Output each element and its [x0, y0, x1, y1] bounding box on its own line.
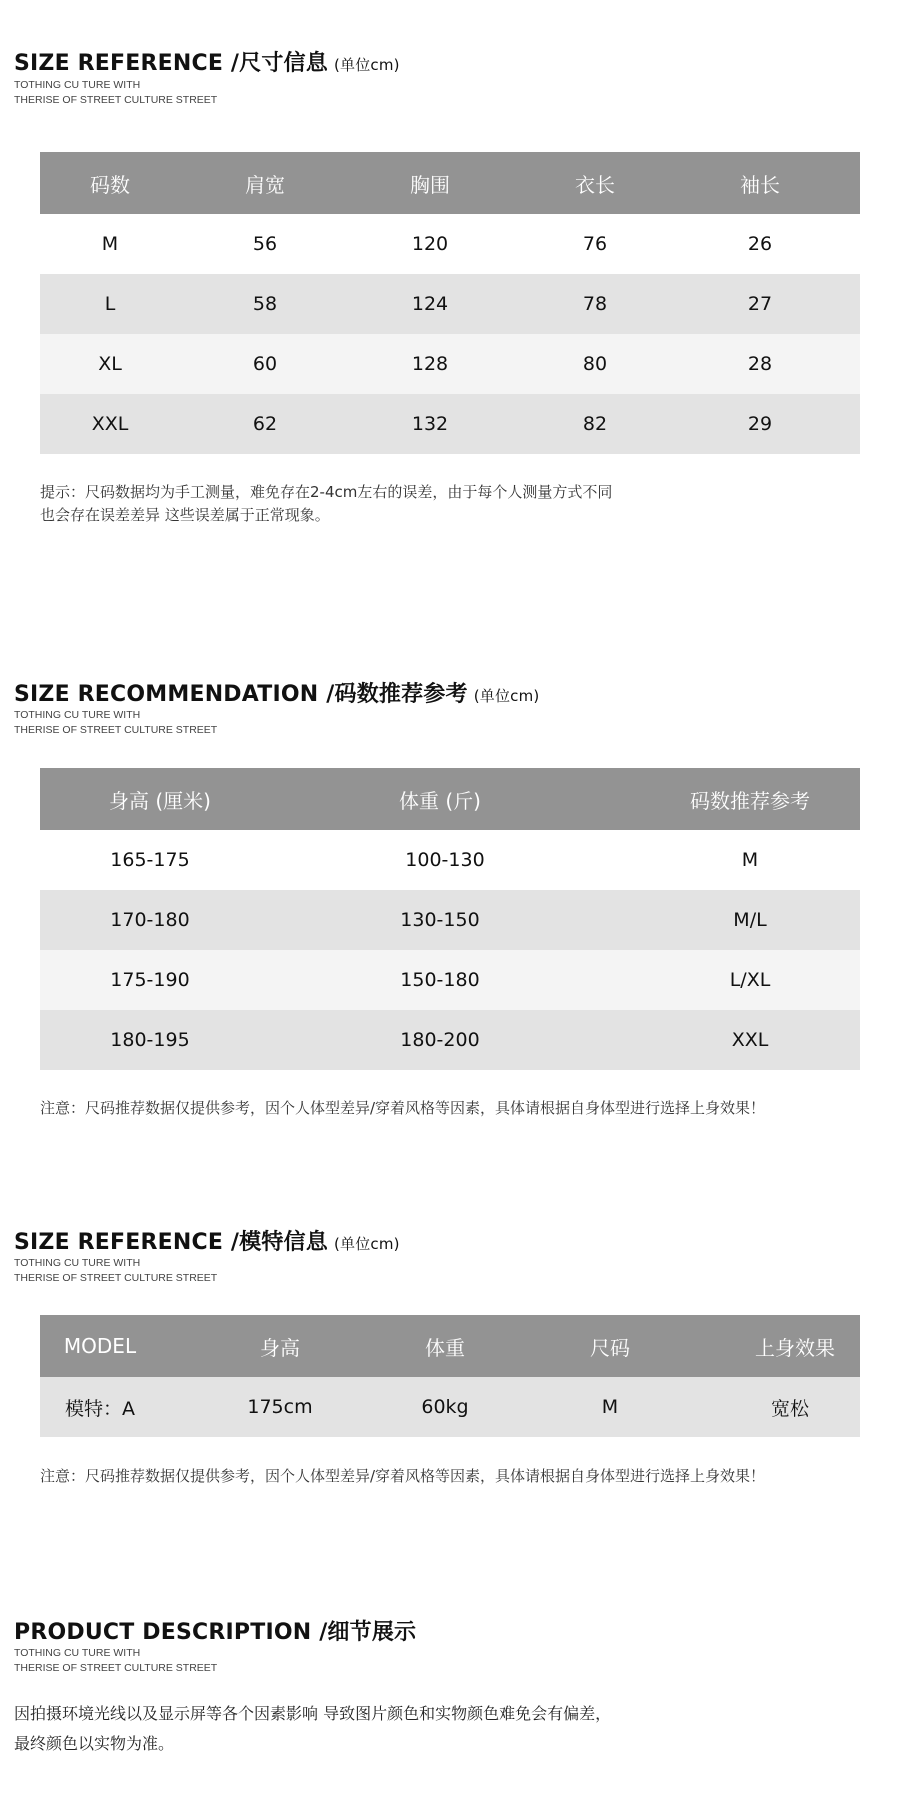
- table-cell: 56: [252, 233, 278, 255]
- subtitle-line-2: THERISE OF STREET CULTURE STREET: [14, 94, 218, 106]
- subtitle-line-2: THERISE OF STREET CULTURE STREET: [14, 724, 218, 736]
- table-cell: 150-180: [400, 969, 480, 991]
- table-row: [40, 274, 860, 334]
- table-row: [40, 890, 860, 950]
- table-cell: 82: [582, 413, 608, 435]
- model-reference-title: [14, 1225, 400, 1256]
- description-line-1: 因拍摄环境光线以及显示屏等各个因素影响 导致图片颜色和实物颜色难免会有偏差，: [14, 1704, 612, 1723]
- size-reference-title-text: SIZE REFERENCE /尺寸信息: [14, 51, 328, 76]
- size-reference-table: [40, 152, 860, 454]
- table-header: [40, 152, 860, 214]
- header-cell: 尺码: [590, 1335, 630, 1360]
- size-recommendation-unit: (单位cm): [473, 687, 540, 705]
- note-line-2: 也会存在误差差异 这些误差属于正常现象。: [40, 506, 330, 524]
- subtitle-line-1: TOTHING CU TURE WITH: [14, 1257, 141, 1269]
- note-line-1: 提示：尺码数据均为手工测量，难免存在2-4cm左右的误差，由于每个人测量方式不同: [40, 483, 613, 501]
- table-cell: M: [101, 233, 119, 255]
- table-cell: L/XL: [729, 969, 771, 991]
- model-reference-title-text: SIZE REFERENCE /模特信息: [14, 1230, 328, 1255]
- size-reference-unit: (单位cm): [333, 56, 400, 74]
- table-cell: 175-190: [110, 969, 190, 991]
- header-cell: 肩宽: [245, 172, 285, 197]
- table-row: [40, 334, 860, 394]
- table-row: [40, 830, 860, 890]
- table-row: [40, 950, 860, 1010]
- header-cell: 袖长: [740, 172, 780, 197]
- header-cell: MODEL: [63, 1334, 137, 1358]
- table-cell: 60kg: [421, 1396, 469, 1418]
- size-recommendation-table: [40, 768, 860, 1070]
- header-cell: 身高: [260, 1335, 300, 1360]
- table-cell: 132: [411, 413, 449, 435]
- table-cell: L: [104, 293, 116, 315]
- header-cell: 码数: [90, 172, 130, 197]
- size-reference-subtitle: [14, 78, 217, 108]
- table-cell: 80: [582, 353, 608, 375]
- table-cell: 58: [252, 293, 278, 315]
- size-reference-note: [40, 481, 612, 527]
- table-cell: XXL: [91, 413, 129, 435]
- table-row: [40, 214, 860, 274]
- table-row: [40, 394, 860, 454]
- model-reference-unit: (单位cm): [333, 1235, 400, 1253]
- table-cell: XXL: [731, 1029, 769, 1051]
- header-cell: 体重 (斤): [399, 788, 481, 813]
- table-cell: 78: [582, 293, 608, 315]
- table-cell: M: [601, 1396, 619, 1418]
- table-header: [40, 1315, 860, 1377]
- table-cell: 宽松: [770, 1397, 809, 1420]
- product-description-text: [14, 1699, 611, 1759]
- header-cell: 身高 (厘米): [109, 788, 211, 813]
- table-cell: 165-175: [110, 849, 190, 871]
- model-reference-subtitle: [14, 1256, 217, 1286]
- header-cell: 码数推荐参考: [690, 788, 810, 813]
- product-description-title-text: PRODUCT DESCRIPTION /细节展示: [14, 1620, 417, 1645]
- table-cell: 128: [411, 353, 449, 375]
- subtitle-line-2: THERISE OF STREET CULTURE STREET: [14, 1662, 218, 1674]
- table-cell: M: [741, 849, 759, 871]
- subtitle-line-2: THERISE OF STREET CULTURE STREET: [14, 1272, 218, 1284]
- table-cell: 模特：A: [65, 1397, 135, 1420]
- table-cell: 29: [747, 413, 773, 435]
- header-cell: 衣长: [575, 172, 615, 197]
- product-description-title: [14, 1615, 416, 1646]
- table-row: [40, 1010, 860, 1070]
- table-cell: 180-200: [400, 1029, 480, 1051]
- table-cell: 175cm: [247, 1396, 313, 1418]
- size-recommendation-subtitle: [14, 708, 217, 738]
- size-recommendation-title: [14, 677, 539, 708]
- table-cell: 26: [747, 233, 773, 255]
- table-cell: 27: [747, 293, 773, 315]
- table-cell: 170-180: [110, 909, 190, 931]
- table-cell: 124: [411, 293, 449, 315]
- size-recommendation-title-text: SIZE RECOMMENDATION /码数推荐参考: [14, 682, 468, 707]
- model-reference-note: 注意：尺码推荐数据仅提供参考，因个人体型差异/穿着风格等因素，具体请根据自身体型进行选择上身效果！: [40, 1467, 766, 1485]
- table-cell: 180-195: [110, 1029, 190, 1051]
- table-cell: 62: [252, 413, 278, 435]
- subtitle-line-1: TOTHING CU TURE WITH: [14, 1647, 141, 1659]
- model-reference-table: [40, 1315, 860, 1437]
- table-cell: M/L: [733, 909, 767, 931]
- table-cell: 120: [411, 233, 449, 255]
- table-header: [40, 768, 860, 830]
- table-row: [40, 1377, 860, 1437]
- subtitle-line-1: TOTHING CU TURE WITH: [14, 79, 141, 91]
- table-cell: 76: [582, 233, 608, 255]
- size-reference-title: [14, 46, 400, 77]
- header-cell: 胸围: [410, 172, 450, 197]
- table-cell: XL: [98, 353, 122, 375]
- table-cell: 130-150: [400, 909, 480, 931]
- subtitle-line-1: TOTHING CU TURE WITH: [14, 709, 141, 721]
- product-description-subtitle: [14, 1646, 217, 1676]
- header-cell: 上身效果: [755, 1335, 835, 1360]
- table-cell: 28: [747, 353, 773, 375]
- size-recommendation-note: 注意：尺码推荐数据仅提供参考，因个人体型差异/穿着风格等因素，具体请根据自身体型进行选择上身效果！: [40, 1099, 766, 1117]
- table-cell: 100-130: [405, 849, 485, 871]
- header-cell: 体重: [425, 1335, 465, 1360]
- table-cell: 60: [252, 353, 278, 375]
- description-line-2: 最终颜色以实物为准。: [14, 1734, 175, 1753]
